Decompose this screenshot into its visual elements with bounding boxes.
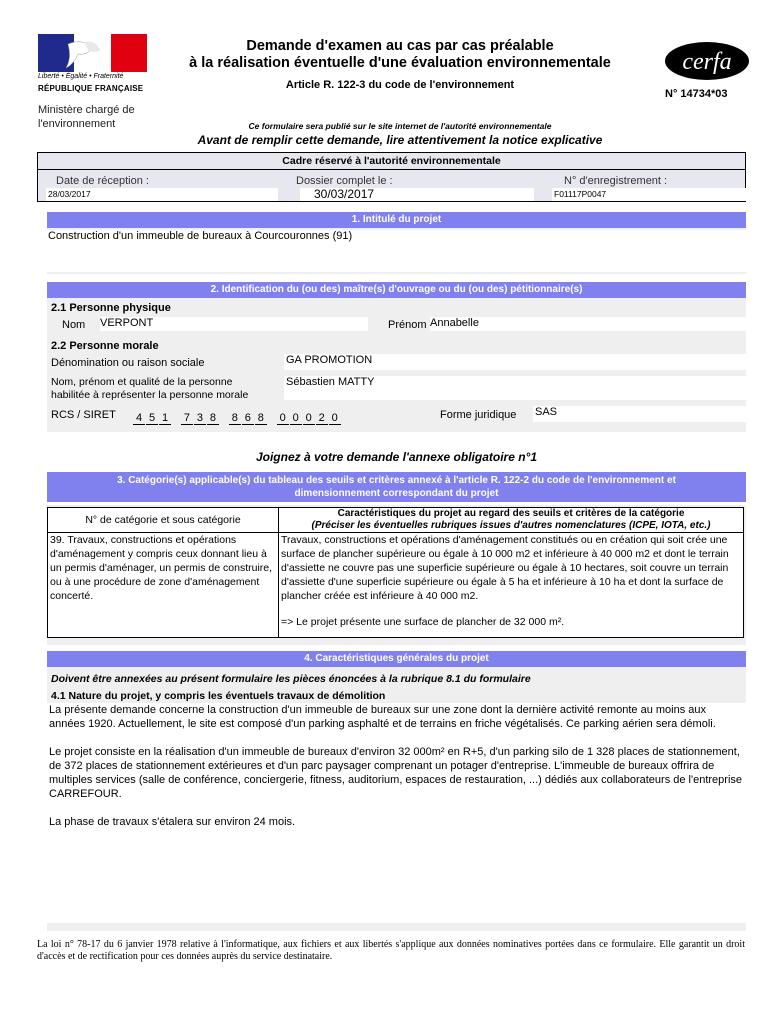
siret-digit: 0 <box>277 412 289 425</box>
nom-label: Nom <box>62 319 86 331</box>
prenom-label: Prénom <box>388 319 427 331</box>
legal-footer: La loi n° 78-17 du 6 janvier 1978 relative à l'informatique, aux fichiers et aux libertés s'applique aux données nominatives portées dans ce formulaire. Elle garantit un droit d'accès et de rectification pour ces données auprès du service destinataire. <box>37 939 745 962</box>
reception-date-field[interactable]: 28/03/2017 <box>46 188 278 201</box>
publication-note: Ce formulaire sera publié sur le site internet de l'autorité environnementale <box>248 121 552 131</box>
section-4-annex-note: Doivent être annexées au présent formulaire les pièces énoncées à la rubrique 8.1 du formulaire <box>51 673 531 685</box>
registration-field[interactable]: F01117P0047 <box>552 188 770 201</box>
reserved-title: Cadre réservé à l'autorité environnementale <box>282 155 501 167</box>
siret-digit: 4 <box>133 412 145 425</box>
siret-digit: 7 <box>181 412 193 425</box>
siret-label: RCS / SIRET <box>51 409 116 421</box>
siret-digit: 3 <box>194 412 206 425</box>
project-title-field[interactable]: Construction d'un immeuble de bureaux à Courcouronnes (91) <box>47 230 746 272</box>
section-4-1-heading: 4.1 Nature du projet, y compris les éventuels travaux de démolition <box>51 690 386 702</box>
physical-person-heading: 2.1 Personne physique <box>51 302 171 314</box>
siret-digit: 0 <box>290 412 302 425</box>
cerfa-logo <box>663 40 751 82</box>
characteristics-col-header: Caractéristiques du projet au regard des seuils et critères de la catégorie (Préciser les éventuelles rubriques issues d'autres nomenclatures (ICPE, IOTA, etc.) <box>279 508 744 533</box>
siret-digit: 6 <box>242 412 254 425</box>
annex-note: Joignez à votre demande l'annexe obligatoire n°1 <box>255 450 538 464</box>
siret-digit: 0 <box>329 412 341 425</box>
section-2-title: 2. Identification du (ou des) maître(s) d'ouvrage ou du (ou des) pétitionnaire(s) <box>47 282 746 298</box>
article-reference: Article R. 122-3 du code de l'environnement <box>285 79 515 91</box>
complete-date-field[interactable]: 30/03/2017 <box>300 188 534 201</box>
category-col-header: N° de catégorie et sous catégorie <box>48 508 279 533</box>
prenom-field[interactable]: Annabelle <box>430 317 746 331</box>
siret-digit: 8 <box>255 412 267 425</box>
section-3-title: 3. Catégorie(s) applicable(s) du tableau des seuils et critères annexé à l'article R. 122-2 du code de l'environnement et dimensionnement correspondant du projet <box>47 472 746 502</box>
denomination-label: Dénomination ou raison sociale <box>51 357 205 369</box>
form-number: N° 14734*03 <box>665 88 728 100</box>
section-4-title: 4. Caractéristiques générales du projet <box>47 651 746 667</box>
forme-label: Forme juridique <box>440 409 517 421</box>
category-cell[interactable]: 39. Travaux, constructions et opérations d'aménagement y compris ceux donnant lieu à un permis d'aménager, un permis de construire, ou à une procédure de zone d'aménagement concerté. <box>48 533 279 638</box>
cerfa-logo-text: cerfa <box>682 49 732 75</box>
divider <box>38 169 745 170</box>
complete-date-label: Dossier complet le : <box>296 175 393 187</box>
siret-digit: 2 <box>316 412 328 425</box>
page-title: Demande d'examen au cas par cas préalable à la réalisation éventuelle d'une évaluation environnementale <box>189 38 611 71</box>
siret-digit: 5 <box>146 412 158 425</box>
moral-person-heading: 2.2 Personne morale <box>51 340 159 352</box>
siret-digit: 8 <box>229 412 241 425</box>
category-table <box>47 507 746 638</box>
siret-digit: 0 <box>303 412 315 425</box>
ministry-label: Ministère chargé de l'environnement <box>38 104 135 130</box>
logo-republique: RÉPUBLIQUE FRANÇAISE <box>38 84 144 93</box>
forme-field[interactable]: SAS <box>533 406 746 422</box>
instruction-note: Avant de remplir cette demande, lire attentivement la notice explicative <box>197 133 603 147</box>
siret-digit: 1 <box>159 412 171 425</box>
registration-label: N° d'enregistrement : <box>564 175 668 187</box>
denomination-field[interactable]: GA PROMOTION <box>284 354 746 370</box>
nom-field[interactable]: VERPONT <box>100 317 368 331</box>
siret-field[interactable] <box>133 408 438 426</box>
representative-label: Nom, prénom et qualité de la personne habilitée à représenter la personne morale <box>51 376 249 401</box>
representative-field[interactable]: Sébastien MATTY <box>284 376 746 400</box>
project-nature-field[interactable]: La présente demande concerne la construction d'un immeuble de bureaux sur une zone dont la dernière activité remonte au moins aux années 1920. Actuellement, le site est composé d'un parking asphalté et de terrains en friche végétalisés. Ce parking aérien sera démoli. Le projet consiste en la réalisation d'un immeuble de bureaux d'environ 32 000m² en R+5, d'un parking silo de 1 328 places de stationnement, de 372 places de stationnement extérieures et d'un parc paysager comprenant un potager d'entreprise. L'immeuble de bureaux offrira de multiples services (salle de conférence, conciergerie, fitness, auditorium, espaces de restauration, ...) dédiés aux collaborateurs de l'entreprise CARREFOUR. La phase de travaux s'étalera sur environ 24 mois. <box>47 703 746 923</box>
section-1-title: 1. Intitulé du projet <box>47 212 746 228</box>
reserved-frame <box>37 152 746 202</box>
siret-digit: 8 <box>207 412 219 425</box>
reception-date-label: Date de réception : <box>56 175 149 187</box>
logo-motto: Liberté • Égalité • Fraternité <box>38 73 124 80</box>
republique-francaise-logo <box>38 34 147 72</box>
characteristics-cell[interactable]: Travaux, constructions et opérations d'aménagement constitués ou en création qui soit crée une surface de plancher supérieure ou égale à 10 000 m2 et inférieure à 40 000 m2 et dont le terrain d'assiette ne couvre pas une superficie supérieure ou égale à 10 hectares, soit couvre un terrain d'assiette d'une superficie supérieure ou égale à 5 ha et inférieure à 10 ha et dont la surface de plancher créée est inférieure à 40 000 m2. => Le projet présente une surface de plancher de 32 000 m². <box>279 533 744 638</box>
